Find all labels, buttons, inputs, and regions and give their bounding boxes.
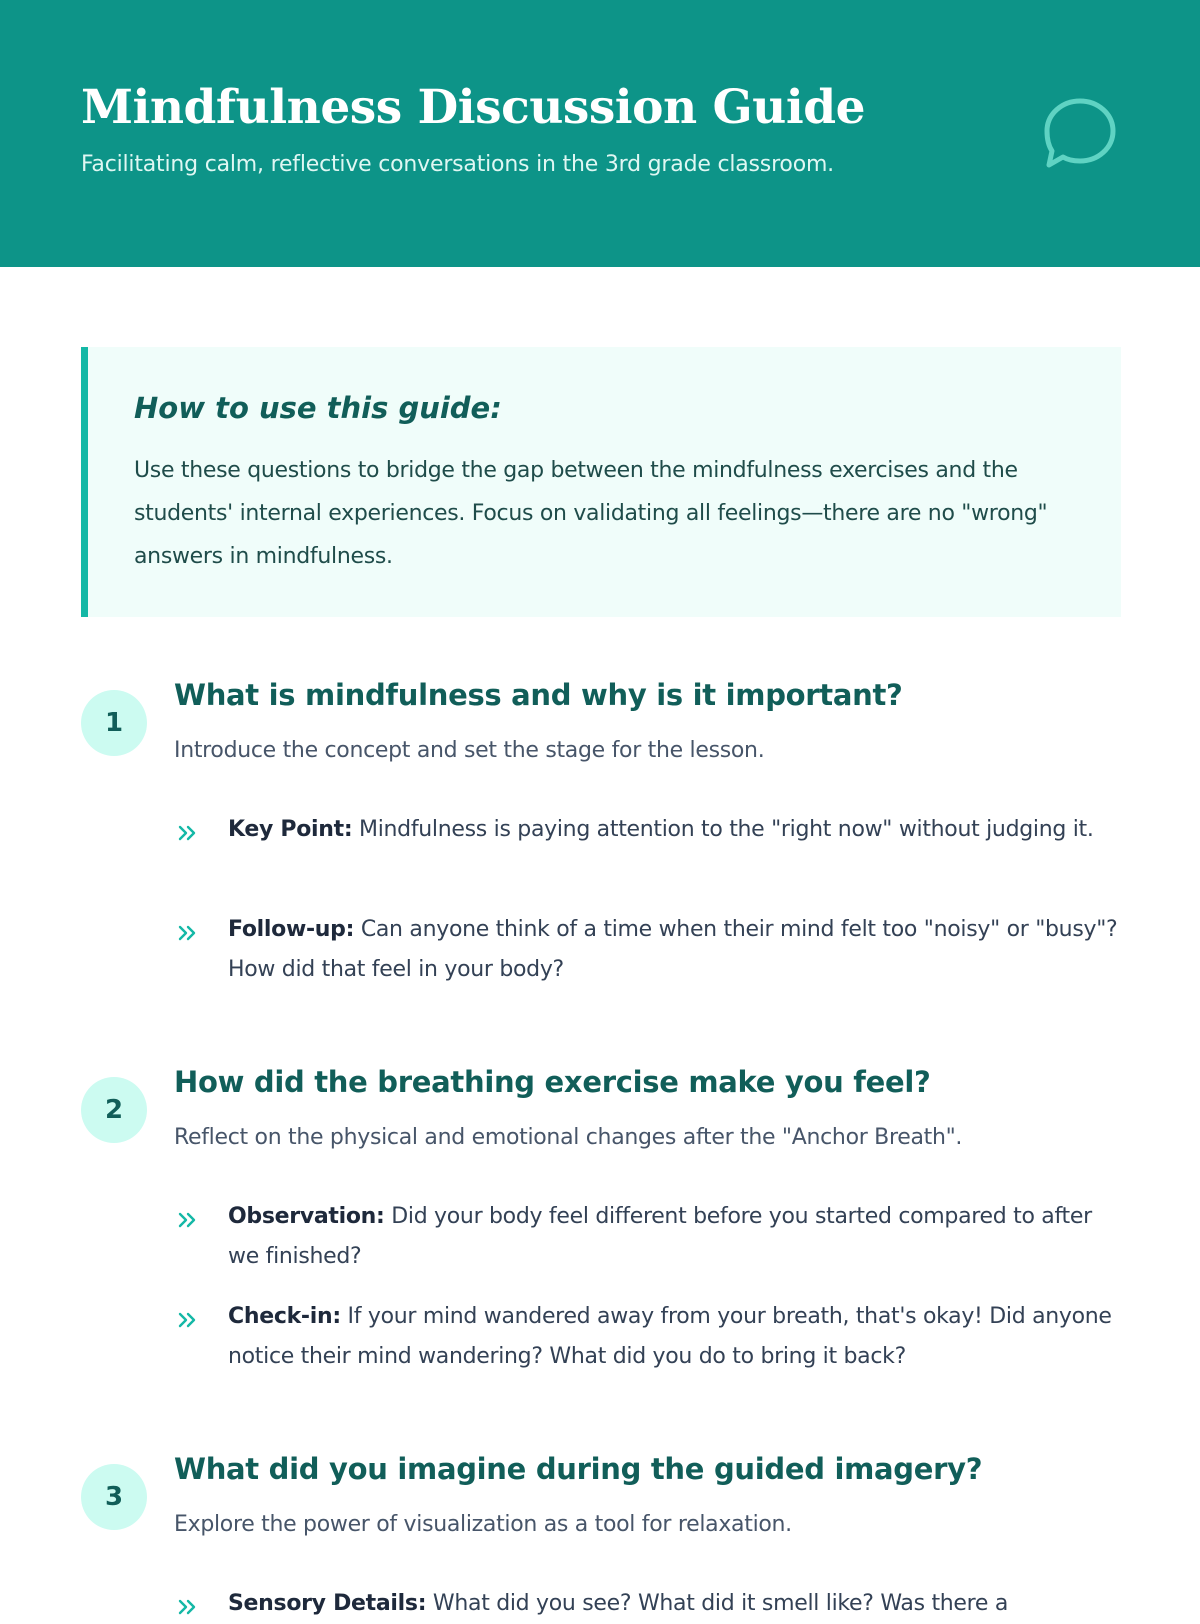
point-label: Check-in: bbox=[228, 1304, 341, 1329]
double-chevron-right-icon bbox=[177, 1209, 199, 1231]
discussion-point-text bbox=[228, 1197, 1128, 1277]
point-label: Follow-up: bbox=[228, 917, 355, 942]
double-chevron-right-icon bbox=[177, 922, 199, 944]
section-description: Introduce the concept and set the stage for the lesson. bbox=[174, 738, 765, 763]
discussion-point-text bbox=[228, 1297, 1128, 1377]
section-description: Reflect on the physical and emotional changes after the "Anchor Breath". bbox=[174, 1125, 963, 1150]
page-subtitle: Facilitating calm, reflective conversations in the 3rd grade classroom. bbox=[81, 152, 834, 177]
point-label: Sensory Details: bbox=[228, 1591, 427, 1616]
point-label: Key Point: bbox=[228, 817, 353, 842]
intro-title: How to use this guide: bbox=[134, 391, 502, 425]
point-body: Mindfulness is paying attention to the "right now" without judging it. bbox=[352, 817, 1094, 842]
discussion-point-text bbox=[228, 910, 1128, 990]
double-chevron-right-icon bbox=[177, 1596, 199, 1618]
section-number-badge: 3 bbox=[81, 1464, 147, 1530]
point-body: If your mind wandered away from your breath, that's okay! Did anyone notice their mind wandering? What did you do to bring it back? bbox=[228, 1304, 1112, 1369]
point-body: Can anyone think of a time when their mind felt too "noisy" or "busy"? How did that feel in your body? bbox=[228, 917, 1118, 982]
section-description: Explore the power of visualization as a tool for relaxation. bbox=[174, 1512, 792, 1537]
point-label: Observation: bbox=[228, 1204, 385, 1229]
section-number-badge: 2 bbox=[81, 1077, 147, 1143]
section-number-badge: 1 bbox=[81, 690, 147, 756]
section-title: What is mindfulness and why is it important? bbox=[174, 678, 903, 712]
point-body: Did your body feel different before you started compared to after we finished? bbox=[228, 1204, 1092, 1269]
point-body: What did you see? What did it smell like? Was there a bbox=[426, 1591, 1009, 1616]
double-chevron-right-icon bbox=[177, 1309, 199, 1331]
intro-callout bbox=[81, 347, 1121, 617]
page-header bbox=[0, 0, 1200, 267]
discussion-point-text bbox=[228, 1584, 1128, 1624]
discussion-point-text bbox=[228, 810, 1128, 850]
section-title: How did the breathing exercise make you feel? bbox=[174, 1065, 931, 1099]
intro-text: Use these questions to bridge the gap between the mindfulness exercises and the students' internal experiences. Focus on validating all feelings—there are no "wrong" answers in mindfulness. bbox=[134, 458, 1048, 569]
double-chevron-right-icon bbox=[177, 822, 199, 844]
page-title: Mindfulness Discussion Guide bbox=[81, 80, 865, 135]
section-title: What did you imagine during the guided imagery? bbox=[174, 1452, 983, 1486]
speech-bubble-icon bbox=[1040, 94, 1120, 174]
